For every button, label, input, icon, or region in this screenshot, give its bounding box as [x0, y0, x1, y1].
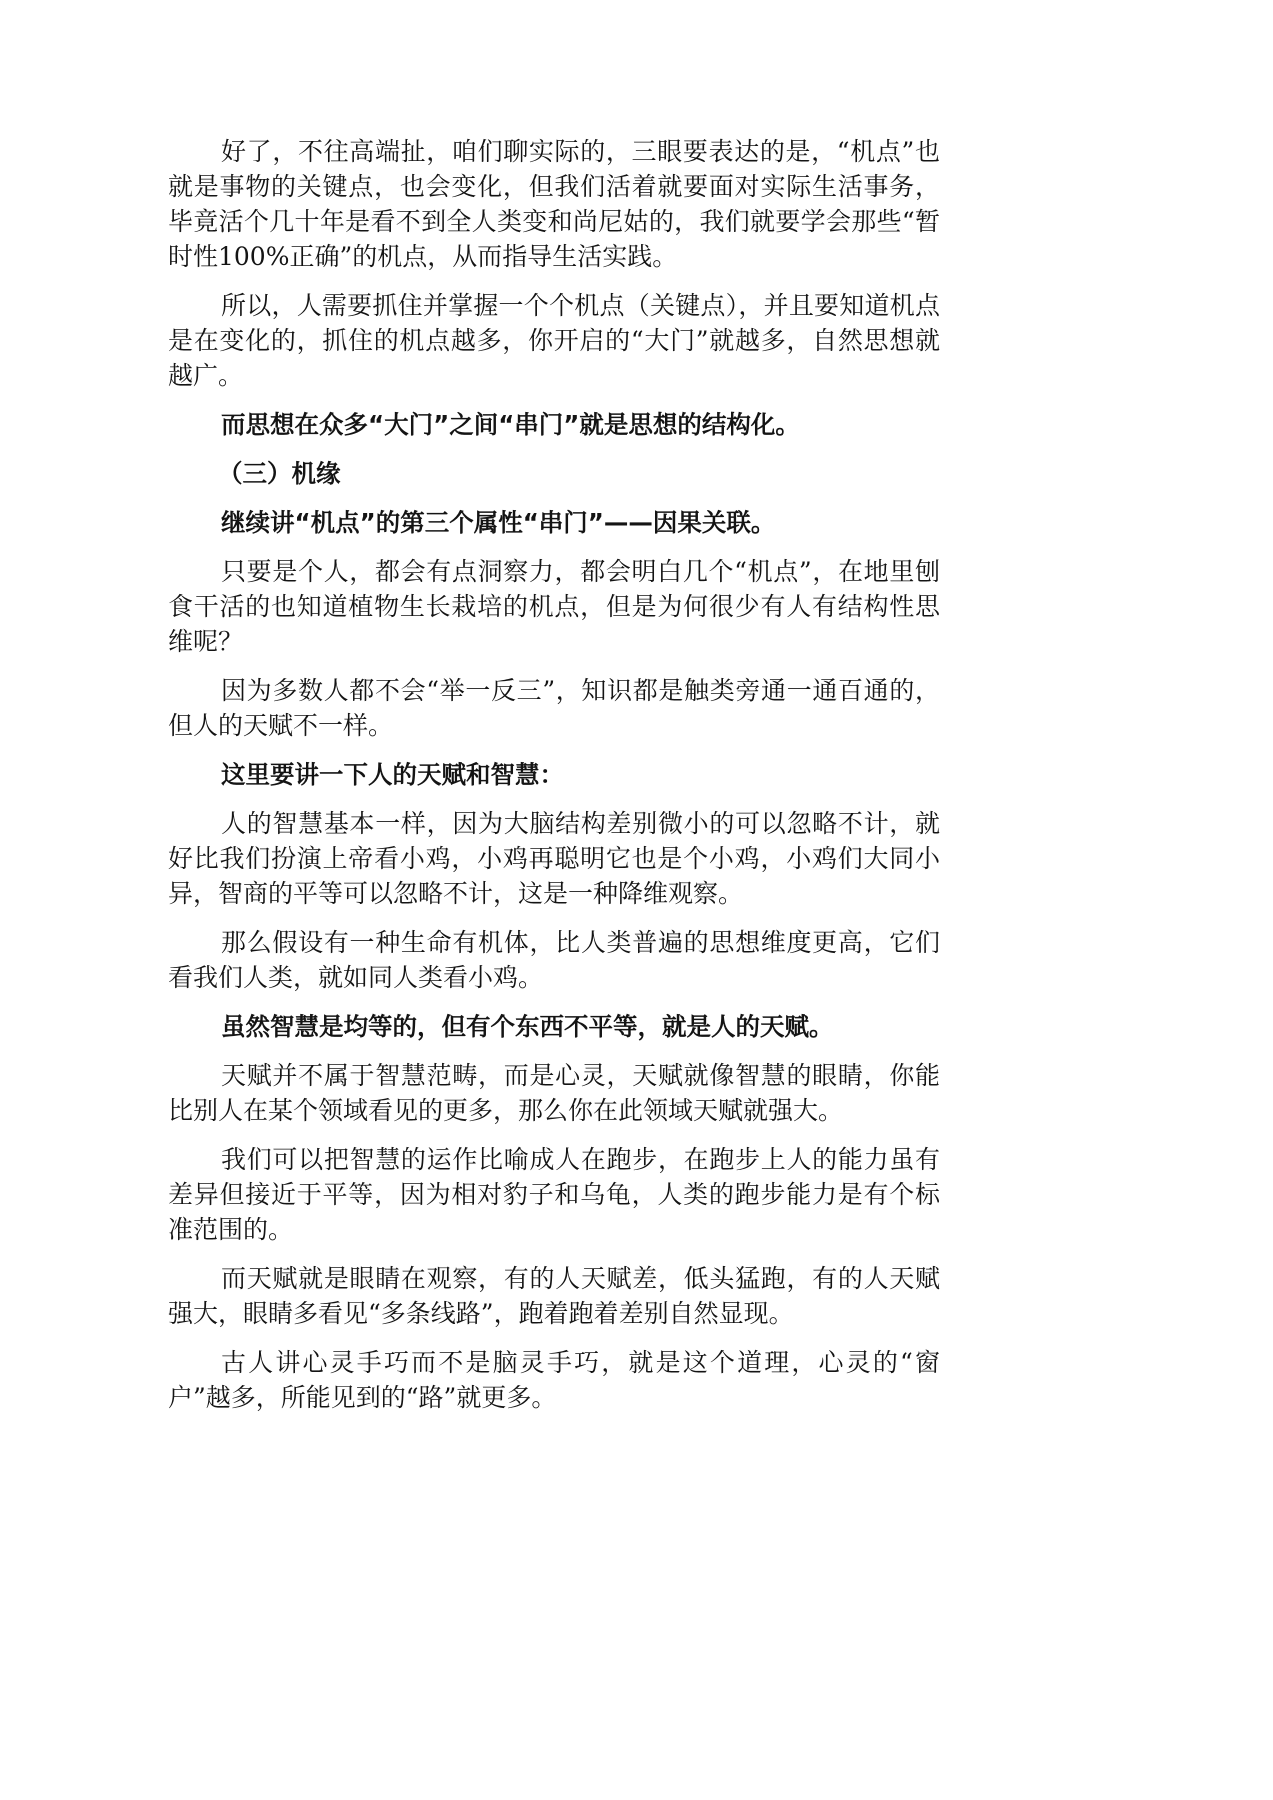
document-body — [168, 134, 940, 1429]
paragraph-8: 我们可以把智慧的运作比喻成人在跑步，在跑步上人的能力虽有差异但接近于平等，因为相对豹子和乌龟，人类的跑步能力是有个标准范围的。 — [168, 1145, 940, 1244]
paragraph-1: 好了，不往高端扯，咱们聊实际的，三眼要表达的是，“机点”也就是事物的关键点，也会变化，但我们活着就要面对实际生活事务，毕竟活个几十年是看不到全人类变和尚尼姑的，我们就要学会那些“暂时性100%正确”的机点，从而指导生活实践。 — [168, 137, 940, 271]
paragraph-7: 天赋并不属于智慧范畴，而是心灵，天赋就像智慧的眼睛，你能比别人在某个领域看见的更多，那么你在此领域天赋就强大。 — [168, 1061, 940, 1125]
bold-statement-3: 这里要讲一下人的天赋和智慧： — [221, 760, 564, 789]
paragraph-10: 古人讲心灵手巧而不是脑灵手巧，就是这个道理，心灵的“窗户”越多，所能见到的“路”就更多。 — [168, 1348, 940, 1412]
paragraph-6: 那么假设有一种生命有机体，比人类普遍的思想维度更高，它们看我们人类，就如同人类看小鸡。 — [168, 928, 940, 992]
paragraph-4: 因为多数人都不会“举一反三”，知识都是触类旁通一通百通的，但人的天赋不一样。 — [168, 676, 940, 740]
paragraph-2: 所以，人需要抓住并掌握一个个机点（关键点），并且要知道机点是在变化的，抓住的机点越多，你开启的“大门”就越多，自然思想就越广。 — [168, 291, 940, 390]
paragraph-3: 只要是个人，都会有点洞察力，都会明白几个“机点”，在地里刨食干活的也知道植物生长栽培的机点，但是为何很少有人有结构性思维呢？ — [168, 557, 940, 656]
bold-statement-1: 而思想在众多“大门”之间“串门”就是思想的结构化。 — [221, 410, 800, 439]
paragraph-9: 而天赋就是眼睛在观察，有的人天赋差，低头猛跑，有的人天赋强大，眼睛多看见“多条线路”，跑着跑着差别自然显现。 — [168, 1264, 940, 1328]
paragraph-5: 人的智慧基本一样，因为大脑结构差别微小的可以忽略不计，就好比我们扮演上帝看小鸡，小鸡再聪明它也是个小鸡，小鸡们大同小异，智商的平等可以忽略不计，这是一种降维观察。 — [168, 809, 940, 908]
section-heading: （三）机缘 — [218, 459, 341, 488]
bold-statement-2: 继续讲“机点”的第三个属性“串门”——因果关联。 — [221, 508, 776, 537]
bold-statement-4: 虽然智慧是均等的，但有个东西不平等，就是人的天赋。 — [221, 1012, 834, 1041]
